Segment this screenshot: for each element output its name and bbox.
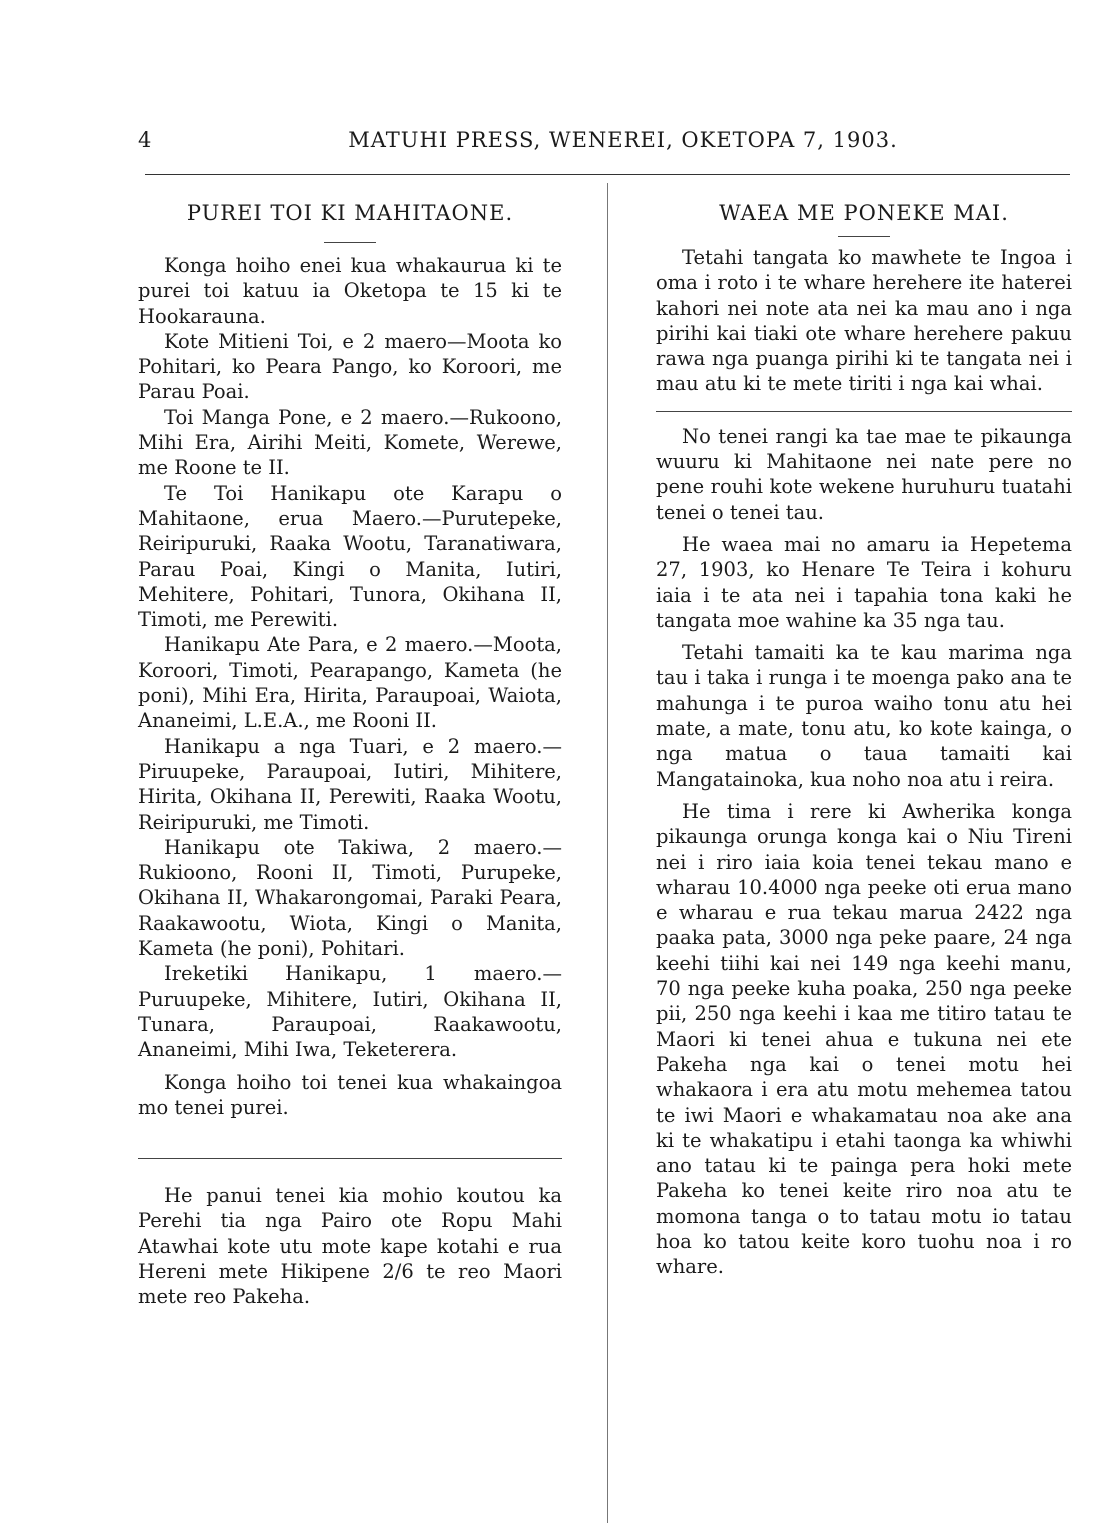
article-paragraph: Kote Mitieni Toi, e 2 maero—Moota ko Pohitari, ko Peara Pango, ko Koroori, me Parau Poai. <box>138 329 562 404</box>
article-paragraph: Konga hoiho toi tenei kua whakaingoa mo tenei purei. <box>138 1070 562 1119</box>
article-paragraph: Tetahi tamaiti ka te kau marima nga tau i taka i runga i te moenga pako ana te mahunga i te puroa waiho tonu atu hei mate, a mate, tonu atu, ko kote kainga, o nga matua o taua tamaiti kai Mangatainoka, kua noho noa atu i reira. <box>656 641 1072 791</box>
article-paragraph: Toi Manga Pone, e 2 maero.—Rukoono, Mihi Era, Airihi Meiti, Komete, Werewe, me Roone te II. <box>138 405 562 480</box>
article-heading-waea: WAEA ME PONEKE MAI. <box>719 201 1009 225</box>
page-header <box>138 128 1078 162</box>
article-heading-purei-toi: PUREI TOI KI MAHITAONE. <box>186 201 514 225</box>
heading-rule <box>324 242 376 243</box>
heading-rule <box>838 236 890 237</box>
article-paragraph: Hanikapu ote Takiwa, 2 maero.—Rukioono, Rooni II, Timoti, Purupeke, Okihana II, Whakarongomai, Paraki Peara, Raakawootu, Wiota, Kingi o Manita, Kameta (he poni), Pohitari. <box>138 835 562 961</box>
article-paragraph: Te Toi Hanikapu ote Karapu o Mahitaone, erua Maero.—Purutepeke, Reiripuruki, Raaka Wootu, Taranatiwara, Parau Poai, Kingi o Manita, Iutiri, Mehitere, Pohitari, Tunora, Okihana II, Timoti, me Perewiti. <box>138 481 562 632</box>
left-column <box>138 198 562 1310</box>
article-paragraph: Konga hoiho enei kua whakaurua ki te purei toi katuu ia Oketopa te 15 ki te Hookarauna. <box>138 254 562 328</box>
page-number: 4 <box>138 128 152 152</box>
article-paragraph: Hanikapu Ate Para, e 2 maero.—Moota, Koroori, Timoti, Pearapango, Kameta (he poni), Mihi Era, Hirita, Paraupoai, Waiota, Ananeimi, L.E.A., me Rooni II. <box>138 633 562 733</box>
masthead: MATUHI PRESS, WENEREI, OKETOPA 7, 1903. <box>348 128 898 152</box>
right-column <box>656 198 1072 1280</box>
article-paragraph: Hanikapu a nga Tuari, e 2 maero.—Piruupeke, Paraupoai, Iutiri, Mihitere, Hirita, Okihana II, Perewiti, Raaka Wootu, Reiripuruki, me Timoti. <box>138 734 562 834</box>
article-paragraph: No tenei rangi ka tae mae te pikaunga wuuru ki Mahitaone nei nate pere no pene rouhi kote wekene huruhuru tuatahi tenei o tenei tau. <box>656 424 1072 524</box>
article-paragraph: He tima i rere ki Awherika konga pikaunga orunga konga kai o Niu Tireni nei i riro iaia koia tenei tekau mano e wharau 10.4000 nga peeke oti erua mano e wharau e rua tekau marua 2422 nga paaka pata, 3000 nga peke paare, 24 nga keehi tiihi kai nei 149 nga keehi manu, 70 nga peeke kuha poaka, 250 nga peeke pii, 250 nga keehi i kaa me titiro tatau te Maori ki tenei ahua e tukuna nei ete Pakeha nga kai o tenei motu hei whakaora i era atu motu mehemea tatou te iwi Maori e whakamatau noa ake ana ki te whakatipu i etahi taonga ka whiwhi ano tatau ki te painga pera hoki mete Pakeha ko tenei keite riro noa atu te momona tanga o to tatau motu io tatau hoa ko tatou keite koro tuohu noa i ro whare. <box>656 799 1072 1279</box>
article-paragraph: Ireketiki Hanikapu, 1 maero.—Puruupeke, Mihitere, Iutiri, Okihana II, Tunara, Paraupoai, Raakawootu, Ananeimi, Mihi Iwa, Teketerera. <box>138 962 562 1062</box>
column-divider <box>607 183 608 1523</box>
article-paragraph: Tetahi tangata ko mawhete te Ingoa i oma i roto i te whare herehere ite haterei kahori nei note ata nei ka mau ano i nga pirihi kai tiaki ote whare herehere pakuu rawa nga puanga pirihi ki te tangata nei i mau atu ki te mete tiriti i nga kai whai. <box>656 246 1072 396</box>
notice-paragraph: He panui tenei kia mohio koutou ka Perehi tia nga Pairo ote Ropu Mahi Atawhai kote utu mote kape kotahi e rua Hereni mete Hikipene 2/6 te reo Maori mete reo Pakeha. <box>138 1184 562 1309</box>
header-rule <box>145 174 1070 175</box>
article-paragraph: He waea mai no amaru ia Hepetema 27, 1903, ko Henare Te Teira i kohuru iaia i te ata nei i tapahia tona kaki he tangata moe wahine ka 35 nga tau. <box>656 532 1072 632</box>
